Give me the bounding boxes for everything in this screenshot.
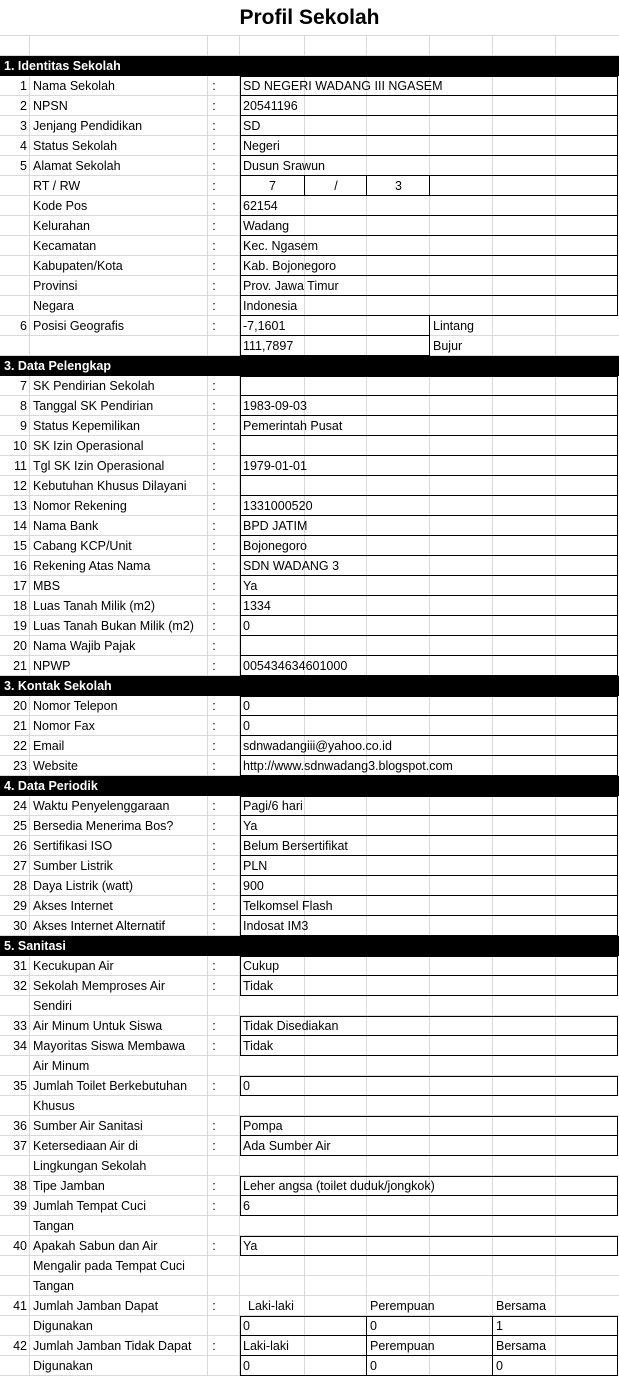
- gridline: [239, 1156, 240, 1176]
- colon-separator: :: [212, 259, 216, 273]
- row-number: [0, 216, 30, 236]
- rt-rw-separator: /: [334, 179, 338, 193]
- field-value: 0: [243, 1079, 250, 1093]
- field-label: Sekolah Memproses Air: [33, 979, 166, 993]
- field-label-continued: Air Minum: [33, 1059, 90, 1073]
- gridline: [207, 36, 208, 56]
- gridline: [555, 1276, 556, 1296]
- row-number: 11: [14, 459, 27, 473]
- gridline: [492, 1096, 493, 1116]
- gridline: [429, 1216, 430, 1236]
- field-label: Kecamatan: [33, 239, 97, 253]
- row-number: 29: [13, 899, 27, 913]
- row-number: 36: [13, 1119, 27, 1133]
- field-label: Kelurahan: [33, 219, 90, 233]
- colon-separator: :: [212, 1199, 216, 1213]
- colon-separator: :: [212, 859, 216, 873]
- gridline: [239, 36, 240, 56]
- field-label: Cabang KCP/Unit: [33, 539, 132, 553]
- field-label: Nama Wajib Pajak: [33, 639, 136, 653]
- row-number: 25: [13, 819, 27, 833]
- colon-separator: :: [212, 179, 216, 193]
- jamban-count: 0: [496, 1359, 503, 1373]
- gridline: [304, 1256, 305, 1276]
- colon-separator: :: [212, 399, 216, 413]
- field-value: 1983-09-03: [243, 399, 307, 413]
- field-label: Jenjang Pendidikan: [33, 119, 143, 133]
- colon-separator: :: [212, 299, 216, 313]
- gridline: [492, 1056, 493, 1076]
- gridline: [555, 1096, 556, 1116]
- gridline: [555, 996, 556, 1016]
- row-number: 20: [13, 639, 27, 653]
- gridline: [555, 36, 556, 56]
- row-number: 24: [13, 799, 27, 813]
- gridline: [429, 1156, 430, 1176]
- field-label: Bersedia Menerima Bos?: [33, 819, 174, 833]
- field-value: Indonesia: [243, 299, 298, 313]
- field-value: Tidak Disediakan: [243, 1019, 339, 1033]
- colon-separator: :: [212, 499, 216, 513]
- gridline: [366, 1056, 367, 1076]
- row-number: 1: [20, 79, 27, 93]
- coordinate-value: -7,1601: [243, 319, 286, 333]
- gridline: [429, 1096, 430, 1116]
- gridline: [555, 1156, 556, 1176]
- field-label: SK Izin Operasional: [33, 439, 144, 453]
- row-number: [0, 256, 30, 276]
- gridline: [492, 1256, 493, 1276]
- field-label: Air Minum Untuk Siswa: [33, 1019, 163, 1033]
- field-value: Pompa: [243, 1119, 283, 1133]
- section-header: 3. Data Pelengkap: [0, 356, 619, 376]
- colon-separator: :: [212, 1119, 216, 1133]
- colon-separator: :: [212, 279, 216, 293]
- row-number: 40: [13, 1239, 27, 1253]
- field-label: Negara: [33, 299, 74, 313]
- field-value: Tidak: [243, 1039, 274, 1053]
- colon-separator: :: [212, 119, 216, 133]
- field-label: Jumlah Jamban Tidak Dapat: [33, 1339, 192, 1353]
- field-label: Posisi Geografis: [33, 319, 125, 333]
- field-value: Belum Bersertifikat: [243, 839, 348, 853]
- colon-separator: :: [212, 599, 216, 613]
- row-number: 28: [13, 879, 27, 893]
- gridline: [304, 1096, 305, 1116]
- field-value: Leher angsa (toilet duduk/jongkok): [243, 1179, 435, 1193]
- field-label: Tipe Jamban: [33, 1179, 105, 1193]
- gridline: [429, 1256, 430, 1276]
- section-header: 5. Sanitasi: [0, 936, 619, 956]
- gridline: [429, 1056, 430, 1076]
- section-header: 1. Identitas Sekolah: [0, 56, 619, 76]
- gridline: [239, 1216, 240, 1236]
- field-label: Apakah Sabun dan Air: [33, 1239, 158, 1253]
- row-number: [0, 296, 30, 316]
- field-label: Kecukupan Air: [33, 959, 114, 973]
- colon-separator: :: [212, 79, 216, 93]
- field-label: [30, 336, 210, 356]
- gridline: [429, 996, 430, 1016]
- field-value: PLN: [243, 859, 268, 873]
- field-value: 900: [243, 879, 264, 893]
- colon-separator: :: [212, 239, 216, 253]
- row-number: 13: [13, 499, 27, 513]
- field-value: 20541196: [243, 99, 298, 113]
- row-number: 6: [20, 319, 27, 333]
- colon-separator: :: [212, 379, 216, 393]
- field-value: Negeri: [243, 139, 280, 153]
- field-value: SD: [243, 119, 261, 133]
- field-label: Tanggal SK Pendirian: [33, 399, 154, 413]
- field-label: Sertifikasi ISO: [33, 839, 113, 853]
- colon-separator: :: [212, 519, 216, 533]
- field-label-continued: Tangan: [33, 1219, 75, 1233]
- field-value: http://www.sdnwadang3.blogspot.com: [243, 759, 453, 773]
- section-header: 3. Kontak Sekolah: [0, 676, 619, 696]
- field-value: sdnwadangiii@yahoo.co.id: [243, 739, 392, 753]
- colon-separator: :: [212, 959, 216, 973]
- gridline: [366, 1256, 367, 1276]
- field-label: Rekening Atas Nama: [33, 559, 151, 573]
- jamban-column-head: Bersama: [496, 1299, 547, 1313]
- gridline: [429, 1276, 430, 1296]
- colon-separator: :: [212, 479, 216, 493]
- colon-separator: :: [212, 919, 216, 933]
- gridline: [366, 36, 367, 56]
- field-label: NPSN: [33, 99, 68, 113]
- field-value: [240, 436, 618, 456]
- colon-separator: :: [212, 99, 216, 113]
- field-label: Waktu Penyelenggaraan: [33, 799, 170, 813]
- row-number: [0, 336, 30, 356]
- gridline: [492, 1156, 493, 1176]
- row-number: 31: [13, 959, 27, 973]
- field-value: [240, 636, 618, 656]
- field-label-continued: Digunakan: [33, 1359, 93, 1373]
- gridline: [304, 1156, 305, 1176]
- coordinate-label: Bujur: [433, 339, 463, 353]
- colon-separator: :: [212, 1019, 216, 1033]
- field-value: Kec. Ngasem: [243, 239, 319, 253]
- jamban-column-head: Laki-laki: [243, 1339, 289, 1353]
- row-number: 34: [13, 1039, 27, 1053]
- field-value: Pagi/6 hari: [243, 799, 303, 813]
- gridline: [366, 996, 367, 1016]
- colon-separator: :: [212, 839, 216, 853]
- field-label: Jumlah Toilet Berkebutuhan: [33, 1079, 188, 1093]
- row-number: 10: [13, 439, 27, 453]
- row-number: 38: [13, 1179, 27, 1193]
- gridline: [492, 1276, 493, 1296]
- field-label: Nomor Fax: [33, 719, 95, 733]
- field-label: RT / RW: [33, 179, 81, 193]
- field-label: Ketersediaan Air di: [33, 1139, 138, 1153]
- colon-separator: :: [212, 639, 216, 653]
- colon-separator: :: [212, 719, 216, 733]
- field-label: Luas Tanah Bukan Milik (m2): [33, 619, 194, 633]
- row-number: 33: [13, 1019, 27, 1033]
- field-label: Nomor Telepon: [33, 699, 118, 713]
- row-number: 27: [13, 859, 27, 873]
- gridline: [366, 1096, 367, 1116]
- jamban-column-head: Laki-laki: [248, 1299, 294, 1313]
- field-label: Daya Listrik (watt): [33, 879, 134, 893]
- row-number: 20: [13, 699, 27, 713]
- row-number: 42: [13, 1339, 27, 1353]
- row-number: 7: [20, 379, 27, 393]
- field-value: Dusun Srawun: [243, 159, 325, 173]
- row-number: 3: [20, 119, 27, 133]
- gridline: [239, 1096, 240, 1116]
- row-number: [0, 176, 30, 196]
- row-number: 41: [13, 1299, 27, 1313]
- field-value: 0: [243, 619, 250, 633]
- colon-separator: :: [212, 659, 216, 673]
- jamban-count: 0: [370, 1319, 377, 1333]
- row-number: 35: [13, 1079, 27, 1093]
- field-label: Kode Pos: [33, 199, 88, 213]
- row-number: 18: [13, 599, 27, 613]
- row-number: 4: [20, 139, 27, 153]
- field-label: Nama Bank: [33, 519, 99, 533]
- row-number: 37: [13, 1139, 27, 1153]
- gridline: [304, 996, 305, 1016]
- field-value: 62154: [243, 199, 278, 213]
- field-value: Ya: [243, 819, 258, 833]
- colon-separator: :: [212, 979, 216, 993]
- jamban-column-head: Perempuan: [370, 1299, 435, 1313]
- field-value: 1331000520: [243, 499, 313, 513]
- colon-separator: :: [212, 559, 216, 573]
- rt-value: 7: [269, 179, 276, 193]
- colon-separator: :: [212, 759, 216, 773]
- field-value: 6: [243, 1199, 250, 1213]
- colon-separator: :: [212, 439, 216, 453]
- field-label: Status Sekolah: [33, 139, 118, 153]
- gridline: [492, 36, 493, 56]
- field-label: Website: [33, 759, 78, 773]
- field-value: Bojonegoro: [243, 539, 307, 553]
- field-label: Jumlah Jamban Dapat: [33, 1299, 159, 1313]
- field-value: Ya: [243, 579, 258, 593]
- field-label: Akses Internet: [33, 899, 113, 913]
- colon-separator: :: [212, 419, 216, 433]
- field-label-continued: Sendiri: [33, 999, 72, 1013]
- field-value: 1334: [243, 599, 271, 613]
- row-number: 21: [13, 719, 27, 733]
- colon-separator: :: [212, 1339, 216, 1353]
- jamban-count: 0: [243, 1359, 250, 1373]
- row-number: 30: [13, 919, 27, 933]
- field-label: Tgl SK Izin Operasional: [33, 459, 165, 473]
- field-label: Nama Sekolah: [33, 79, 115, 93]
- field-value: SD NEGERI WADANG III NGASEM: [243, 79, 443, 93]
- field-label: Luas Tanah Milik (m2): [33, 599, 156, 613]
- colon-separator: :: [212, 159, 216, 173]
- row-number: 14: [13, 519, 27, 533]
- field-value: BPD JATIM: [243, 519, 308, 533]
- field-value: [240, 476, 618, 496]
- row-number: [0, 196, 30, 216]
- colon-separator: :: [212, 539, 216, 553]
- field-label-continued: Khusus: [33, 1099, 75, 1113]
- page-title: Profil Sekolah: [0, 0, 619, 36]
- gridline: [239, 1056, 240, 1076]
- row-number: 15: [13, 539, 27, 553]
- colon-separator: :: [212, 459, 216, 473]
- row-number: 2: [20, 99, 27, 113]
- colon-separator: :: [212, 219, 216, 233]
- field-label-continued: Lingkungan Sekolah: [33, 1159, 147, 1173]
- field-label-continued: Tangan: [33, 1279, 75, 1293]
- colon-separator: :: [212, 799, 216, 813]
- field-label: Akses Internet Alternatif: [33, 919, 166, 933]
- gridline: [29, 36, 30, 56]
- row-number: 16: [13, 559, 27, 573]
- field-value: Prov. Jawa Timur: [243, 279, 339, 293]
- colon-separator: :: [212, 1079, 216, 1093]
- field-value: Kab. Bojonegoro: [243, 259, 337, 273]
- rw-value: 3: [395, 179, 402, 193]
- field-label: SK Pendirian Sekolah: [33, 379, 155, 393]
- gridline: [555, 1056, 556, 1076]
- field-label: NPWP: [33, 659, 71, 673]
- colon-separator: :: [212, 1239, 216, 1253]
- jamban-count: 0: [243, 1319, 250, 1333]
- colon-separator: :: [212, 1299, 216, 1313]
- field-label: Mayoritas Siswa Membawa: [33, 1039, 186, 1053]
- field-label: Nomor Rekening: [33, 499, 127, 513]
- jamban-count: 0: [370, 1359, 377, 1373]
- gridline: [366, 1276, 367, 1296]
- colon-separator: :: [212, 619, 216, 633]
- colon-separator: :: [212, 1039, 216, 1053]
- field-label: MBS: [33, 579, 61, 593]
- coordinate-label: Lintang: [433, 319, 475, 333]
- field-value: Telkomsel Flash: [243, 899, 333, 913]
- colon-separator: :: [212, 319, 216, 333]
- field-value: Indosat IM3: [243, 919, 309, 933]
- row-number: 9: [20, 419, 27, 433]
- colon-separator: :: [212, 579, 216, 593]
- row-number: 23: [13, 759, 27, 773]
- field-label: Jumlah Tempat Cuci: [33, 1199, 147, 1213]
- field-value: Ya: [243, 1239, 258, 1253]
- gridline: [239, 996, 240, 1016]
- field-label: Email: [33, 739, 65, 753]
- jamban-count: 1: [496, 1319, 503, 1333]
- gridline: [304, 1056, 305, 1076]
- row-number: [0, 276, 30, 296]
- colon-separator: :: [212, 199, 216, 213]
- jamban-column-head: Perempuan: [370, 1339, 435, 1353]
- row-number: [0, 236, 30, 256]
- gridline: [555, 1216, 556, 1236]
- gridline: [555, 1256, 556, 1276]
- field-value: Pemerintah Pusat: [243, 419, 343, 433]
- field-label: Kebutuhan Khusus Dilayani: [33, 479, 187, 493]
- gridline: [492, 1216, 493, 1236]
- field-label-continued: Digunakan: [33, 1319, 93, 1333]
- row-number: 32: [13, 979, 27, 993]
- gridline: [304, 1276, 305, 1296]
- field-label-continued: Mengalir pada Tempat Cuci: [33, 1259, 185, 1273]
- gridline: [304, 1216, 305, 1236]
- field-label: Status Kepemilikan: [33, 419, 141, 433]
- row-number: 5: [20, 159, 27, 173]
- colon-separator: :: [212, 819, 216, 833]
- field-value: 0: [243, 719, 250, 733]
- row-number: 17: [13, 579, 27, 593]
- row-number: 12: [13, 479, 27, 493]
- colon-separator: :: [212, 139, 216, 153]
- gridline: [239, 1256, 240, 1276]
- gridline: [304, 36, 305, 56]
- field-label: Alamat Sekolah: [33, 159, 121, 173]
- gridline: [492, 996, 493, 1016]
- gridline: [366, 1156, 367, 1176]
- colon-separator: :: [212, 1139, 216, 1153]
- field-label: Kabupaten/Kota: [33, 259, 123, 273]
- gridline: [366, 1216, 367, 1236]
- field-label: Sumber Listrik: [33, 859, 113, 873]
- jamban-column-head: Bersama: [496, 1339, 547, 1353]
- field-value: Wadang: [243, 219, 290, 233]
- row-number: 39: [13, 1199, 27, 1213]
- coordinate-value: 111,7897: [243, 339, 294, 353]
- field-value: Ada Sumber Air: [243, 1139, 331, 1153]
- row-number: 26: [13, 839, 27, 853]
- section-header: 4. Data Periodik: [0, 776, 619, 796]
- gridline: [429, 36, 430, 56]
- field-value: SDN WADANG 3: [243, 559, 340, 573]
- gridline: [239, 1296, 240, 1316]
- field-value: 0: [243, 699, 250, 713]
- colon-separator: :: [212, 739, 216, 753]
- field-value: 005434634601000: [243, 659, 348, 673]
- row-number: 19: [13, 619, 27, 633]
- field-label: Sumber Air Sanitasi: [33, 1119, 143, 1133]
- field-value: 1979-01-01: [243, 459, 307, 473]
- colon-separator: :: [212, 879, 216, 893]
- field-value: Tidak: [243, 979, 274, 993]
- field-label: Provinsi: [33, 279, 78, 293]
- field-value: Cukup: [243, 959, 280, 973]
- row-number: 8: [20, 399, 27, 413]
- colon-separator: :: [212, 699, 216, 713]
- field-value: [240, 376, 618, 396]
- row-number: 21: [13, 659, 27, 673]
- colon-separator: :: [212, 899, 216, 913]
- colon-separator: :: [212, 1179, 216, 1193]
- gridline: [239, 1276, 240, 1296]
- row-number: 22: [13, 739, 27, 753]
